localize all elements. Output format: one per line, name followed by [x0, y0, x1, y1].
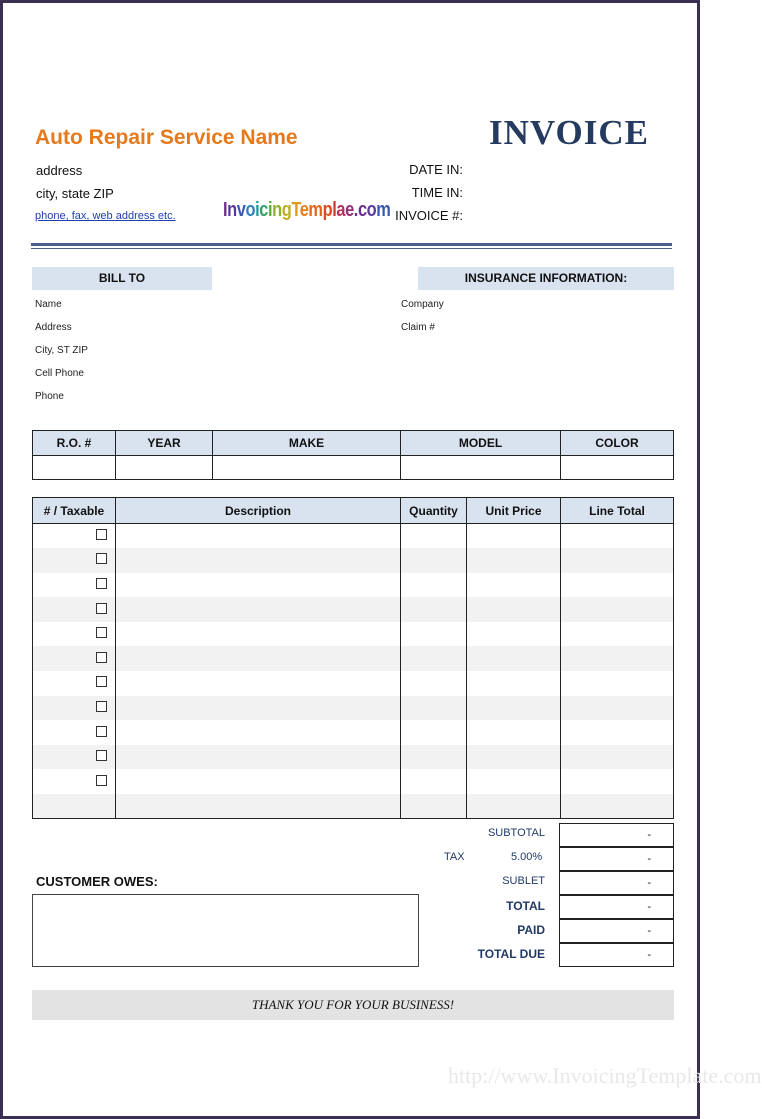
bill-to-name: Name	[35, 299, 62, 310]
make-cell[interactable]	[213, 456, 401, 480]
description-cell[interactable]	[116, 671, 401, 696]
item-row	[33, 622, 674, 647]
bill-to-phone: Phone	[35, 391, 64, 402]
time-in-label: TIME IN:	[411, 185, 463, 200]
tax-label: TAX	[444, 851, 465, 863]
year-cell[interactable]	[116, 456, 213, 480]
taxable-cell[interactable]	[33, 720, 116, 745]
bill-to-cell-phone: Cell Phone	[35, 368, 84, 379]
line-total-cell[interactable]	[561, 671, 674, 696]
total-due-label: TOTAL DUE	[477, 947, 545, 961]
taxable-cell[interactable]	[33, 597, 116, 622]
invoice-number-label: INVOICE #:	[395, 208, 463, 223]
taxable-cell[interactable]	[33, 573, 116, 598]
insurance-claim: Claim #	[401, 322, 435, 333]
taxable-checkbox[interactable]	[96, 529, 107, 540]
line-total-cell[interactable]	[561, 720, 674, 745]
quantity-cell[interactable]	[401, 769, 467, 794]
subtotal-value: -	[559, 823, 674, 847]
subtotal-label: SUBTOTAL	[487, 827, 545, 839]
taxable-cell[interactable]	[33, 696, 116, 721]
taxable-checkbox[interactable]	[96, 775, 107, 786]
item-row	[33, 646, 674, 671]
tax-value: -	[559, 847, 674, 871]
sublet-label: SUBLET	[502, 875, 545, 887]
unit-price-cell[interactable]	[467, 769, 561, 794]
unit-price-cell[interactable]	[467, 671, 561, 696]
line-total-cell[interactable]	[561, 548, 674, 573]
unit-price-cell[interactable]	[467, 720, 561, 745]
line-total-cell[interactable]	[561, 524, 674, 549]
description-cell[interactable]	[116, 696, 401, 721]
taxable-cell[interactable]	[33, 524, 116, 549]
quantity-cell[interactable]	[401, 597, 467, 622]
tax-rate[interactable]: 5.00%	[511, 851, 543, 863]
unit-price-cell[interactable]	[467, 696, 561, 721]
item-row	[33, 524, 674, 549]
model-header: MODEL	[401, 431, 561, 456]
unit-price-cell[interactable]	[467, 622, 561, 647]
header-divider	[31, 243, 672, 246]
line-total-cell[interactable]	[561, 646, 674, 671]
company-city: city, state ZIP	[36, 186, 114, 201]
bill-to-address: Address	[35, 322, 72, 333]
items-header-row	[33, 498, 674, 524]
taxable-checkbox[interactable]	[96, 578, 107, 589]
quantity-cell[interactable]	[401, 622, 467, 647]
taxable-checkbox[interactable]	[96, 652, 107, 663]
line-total-cell[interactable]	[561, 573, 674, 598]
taxable-cell[interactable]	[33, 745, 116, 770]
quantity-cell[interactable]	[401, 524, 467, 549]
item-row	[33, 745, 674, 770]
customer-owes-box[interactable]	[32, 894, 419, 967]
model-cell[interactable]	[401, 456, 561, 480]
color-cell[interactable]	[561, 456, 674, 480]
description-cell[interactable]	[116, 720, 401, 745]
item-row	[33, 671, 674, 696]
vehicle-table	[32, 430, 674, 480]
quantity-cell[interactable]	[401, 720, 467, 745]
description-cell[interactable]	[116, 548, 401, 573]
quantity-header: Quantity	[401, 498, 467, 524]
color-header: COLOR	[561, 431, 674, 456]
taxable-checkbox[interactable]	[96, 603, 107, 614]
taxable-cell[interactable]	[33, 646, 116, 671]
taxable-cell[interactable]	[33, 671, 116, 696]
description-cell[interactable]	[116, 745, 401, 770]
description-cell[interactable]	[116, 646, 401, 671]
date-in-label: DATE IN:	[409, 162, 463, 177]
quantity-cell[interactable]	[401, 794, 467, 819]
taxable-checkbox[interactable]	[96, 726, 107, 737]
description-cell[interactable]	[116, 524, 401, 549]
total-value: -	[559, 895, 674, 919]
description-cell[interactable]	[116, 794, 401, 819]
ro-cell[interactable]	[33, 456, 116, 480]
company-name: Auto Repair Service Name	[35, 126, 298, 149]
quantity-cell[interactable]	[401, 548, 467, 573]
line-total-cell[interactable]	[561, 696, 674, 721]
quantity-cell[interactable]	[401, 573, 467, 598]
unit-price-cell[interactable]	[467, 745, 561, 770]
paid-value[interactable]: -	[559, 919, 674, 943]
sublet-value[interactable]: -	[559, 871, 674, 895]
taxable-checkbox[interactable]	[96, 553, 107, 564]
total-label: TOTAL	[506, 899, 545, 913]
description-cell[interactable]	[116, 573, 401, 598]
description-cell[interactable]	[116, 597, 401, 622]
items-table	[32, 497, 674, 819]
quantity-cell[interactable]	[401, 745, 467, 770]
line-total-cell[interactable]	[561, 769, 674, 794]
item-row	[33, 720, 674, 745]
invoice-title: INVOICE	[489, 113, 649, 152]
description-cell[interactable]	[116, 769, 401, 794]
line-total-cell[interactable]	[561, 597, 674, 622]
line-total-cell[interactable]	[561, 622, 674, 647]
vehicle-header-row	[33, 431, 674, 456]
vehicle-data-row	[33, 456, 674, 480]
item-row	[33, 597, 674, 622]
insurance-company: Company	[401, 299, 444, 310]
taxable-cell[interactable]	[33, 769, 116, 794]
description-cell[interactable]	[116, 622, 401, 647]
total-due-value: -	[559, 943, 674, 967]
line-total-cell[interactable]	[561, 794, 674, 819]
customer-owes-label: CUSTOMER OWES:	[36, 874, 158, 889]
year-header: YEAR	[116, 431, 213, 456]
item-row	[33, 794, 674, 819]
site-logo: InvoicingTemplae.com	[223, 199, 391, 221]
unit-price-header: Unit Price	[467, 498, 561, 524]
unit-price-cell[interactable]	[467, 548, 561, 573]
insurance-heading: INSURANCE INFORMATION:	[418, 267, 674, 290]
taxable-checkbox[interactable]	[96, 627, 107, 638]
bill-to-heading: BILL TO	[32, 267, 212, 290]
make-header: MAKE	[213, 431, 401, 456]
paid-label: PAID	[517, 923, 545, 937]
quantity-cell[interactable]	[401, 696, 467, 721]
unit-price-cell[interactable]	[467, 597, 561, 622]
taxable-checkbox[interactable]	[96, 701, 107, 712]
taxable-checkbox[interactable]	[96, 750, 107, 761]
company-address: address	[36, 163, 83, 178]
item-row	[33, 769, 674, 794]
taxable-cell[interactable]	[33, 622, 116, 647]
item-row	[33, 573, 674, 598]
item-row	[33, 548, 674, 573]
taxable-cell[interactable]	[33, 548, 116, 573]
description-header: Description	[116, 498, 401, 524]
ro-header: R.O. #	[33, 431, 116, 456]
unit-price-cell[interactable]	[467, 794, 561, 819]
unit-price-cell[interactable]	[467, 573, 561, 598]
unit-price-cell[interactable]	[467, 524, 561, 549]
unit-price-cell[interactable]	[467, 646, 561, 671]
item-row	[33, 696, 674, 721]
taxable-header: # / Taxable	[33, 498, 116, 524]
taxable-checkbox[interactable]	[96, 676, 107, 687]
thank-you-banner: THANK YOU FOR YOUR BUSINESS!	[32, 990, 674, 1020]
line-total-header: Line Total	[561, 498, 674, 524]
taxable-cell[interactable]	[33, 794, 116, 819]
company-contact-link[interactable]: phone, fax, web address etc.	[35, 210, 176, 222]
watermark: http://www.InvoicingTemplate.com	[448, 1063, 762, 1088]
quantity-cell[interactable]	[401, 671, 467, 696]
header-divider-thin	[31, 248, 672, 249]
bill-to-city: City, ST ZIP	[35, 345, 88, 356]
line-total-cell[interactable]	[561, 745, 674, 770]
quantity-cell[interactable]	[401, 646, 467, 671]
